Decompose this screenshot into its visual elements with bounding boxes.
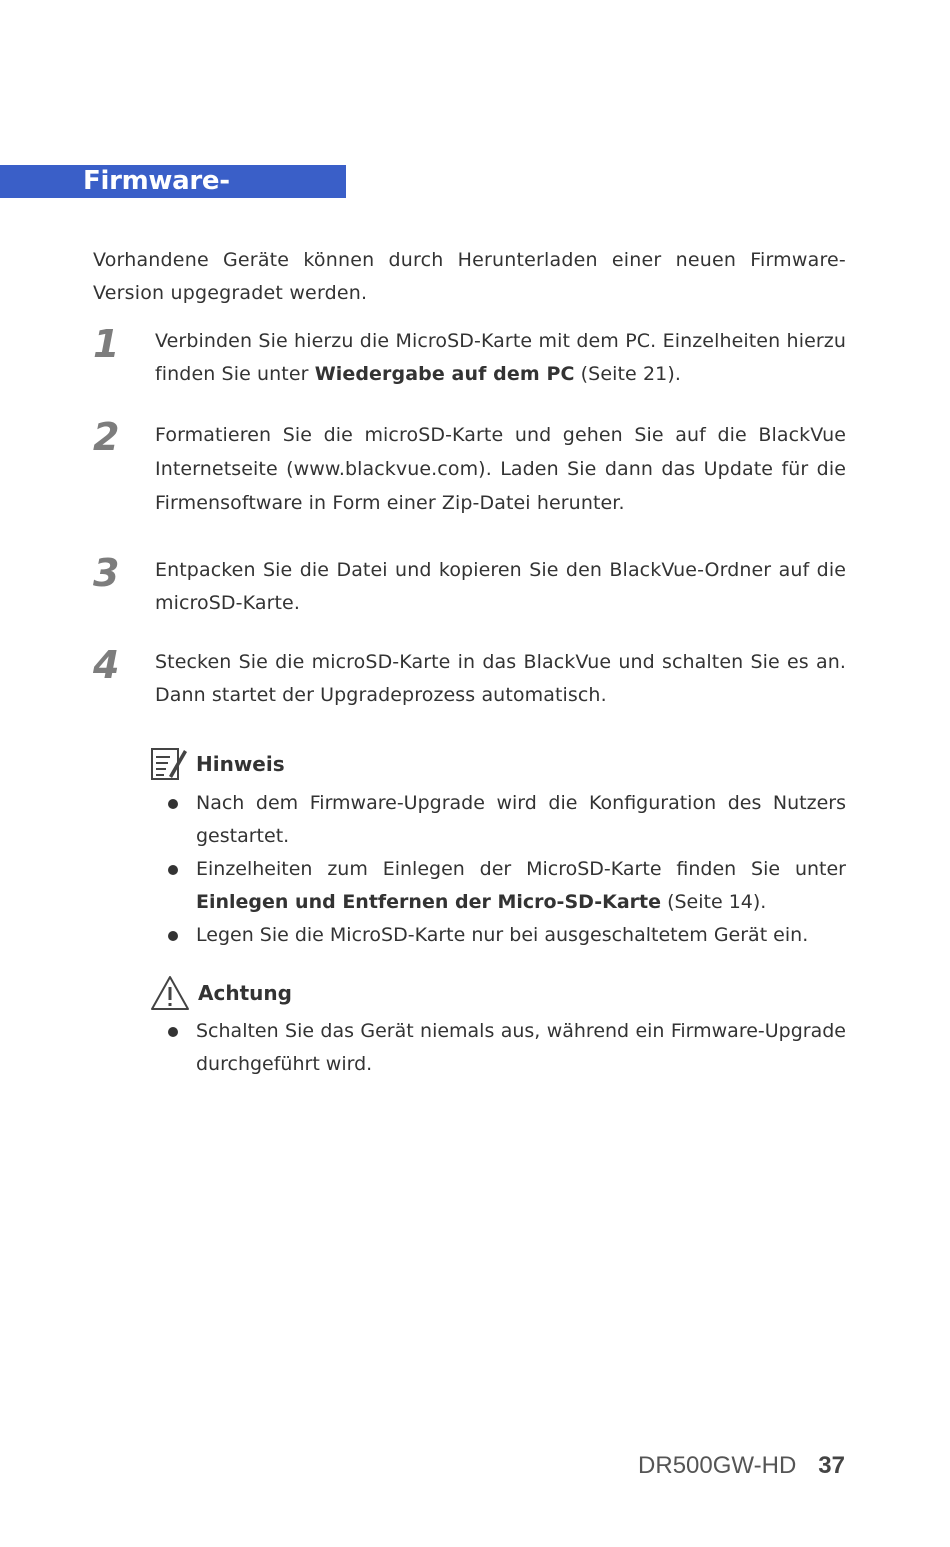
step-4 — [93, 643, 846, 712]
list-item: Schalten Sie das Gerät niemals aus, während ein Firmware-Upgrade durchgeführt wird. — [165, 1015, 846, 1081]
list-item: Legen Sie die MicroSD-Karte nur bei ausgeschaltetem Gerät ein. — [165, 919, 846, 952]
warning-triangle-icon — [150, 975, 190, 1011]
note-header — [150, 746, 285, 782]
step-number: 2 — [93, 415, 120, 459]
step-text: Entpacken Sie die Datei und kopieren Sie den BlackVue-Ordner auf die microSD-Karte. — [155, 559, 846, 614]
model-name: DR500GW-HD — [638, 1452, 797, 1479]
caution-title: Achtung — [198, 981, 292, 1005]
bullet-dot-icon — [168, 799, 178, 809]
section-title-bar — [0, 165, 346, 229]
page-footer — [638, 1452, 845, 1480]
bullet-dot-icon — [168, 931, 178, 941]
list-item: Einzelheiten zum Einlegen der MicroSD-Karte finden Sie unter Einlegen und Entfernen der Micro-SD-Karte (Seite 14). — [165, 853, 846, 919]
step-3 — [93, 551, 846, 620]
caution-list — [165, 1015, 846, 1081]
step-number: 4 — [93, 643, 120, 687]
bullet-dot-icon — [168, 1027, 178, 1037]
section-title: Firmware-Upgrade — [83, 166, 230, 229]
step-text: Formatieren Sie die microSD-Karte und gehen Sie auf die BlackVue Internetseite (www.blackvue.com). Laden Sie dann das Update für die Firmensoftware in Form einer Zip-Datei herunter. — [155, 424, 846, 514]
step-1 — [93, 322, 846, 391]
note-pencil-icon — [150, 746, 188, 782]
list-item: Nach dem Firmware-Upgrade wird die Konfiguration des Nutzers gestartet. — [165, 787, 846, 853]
bullet-dot-icon — [168, 865, 178, 875]
step-number: 1 — [93, 322, 120, 366]
step-text: Stecken Sie die microSD-Karte in das BlackVue und schalten Sie es an. Dann startet der Upgradeprozess automatisch. — [155, 651, 846, 706]
step-text: Verbinden Sie hierzu die MicroSD-Karte mit dem PC. Einzelheiten hierzu finden Sie unter Wiedergabe auf dem PC (Seite 21). — [155, 330, 846, 385]
caution-header — [150, 975, 292, 1011]
step-number: 3 — [93, 551, 120, 595]
page-number: 37 — [818, 1452, 845, 1479]
note-list — [165, 787, 846, 952]
step-2 — [93, 415, 846, 520]
intro-paragraph: Vorhandene Geräte können durch Herunterladen einer neuen Firmware-Version upgegradet werden. — [93, 249, 846, 304]
note-title: Hinweis — [196, 752, 285, 776]
